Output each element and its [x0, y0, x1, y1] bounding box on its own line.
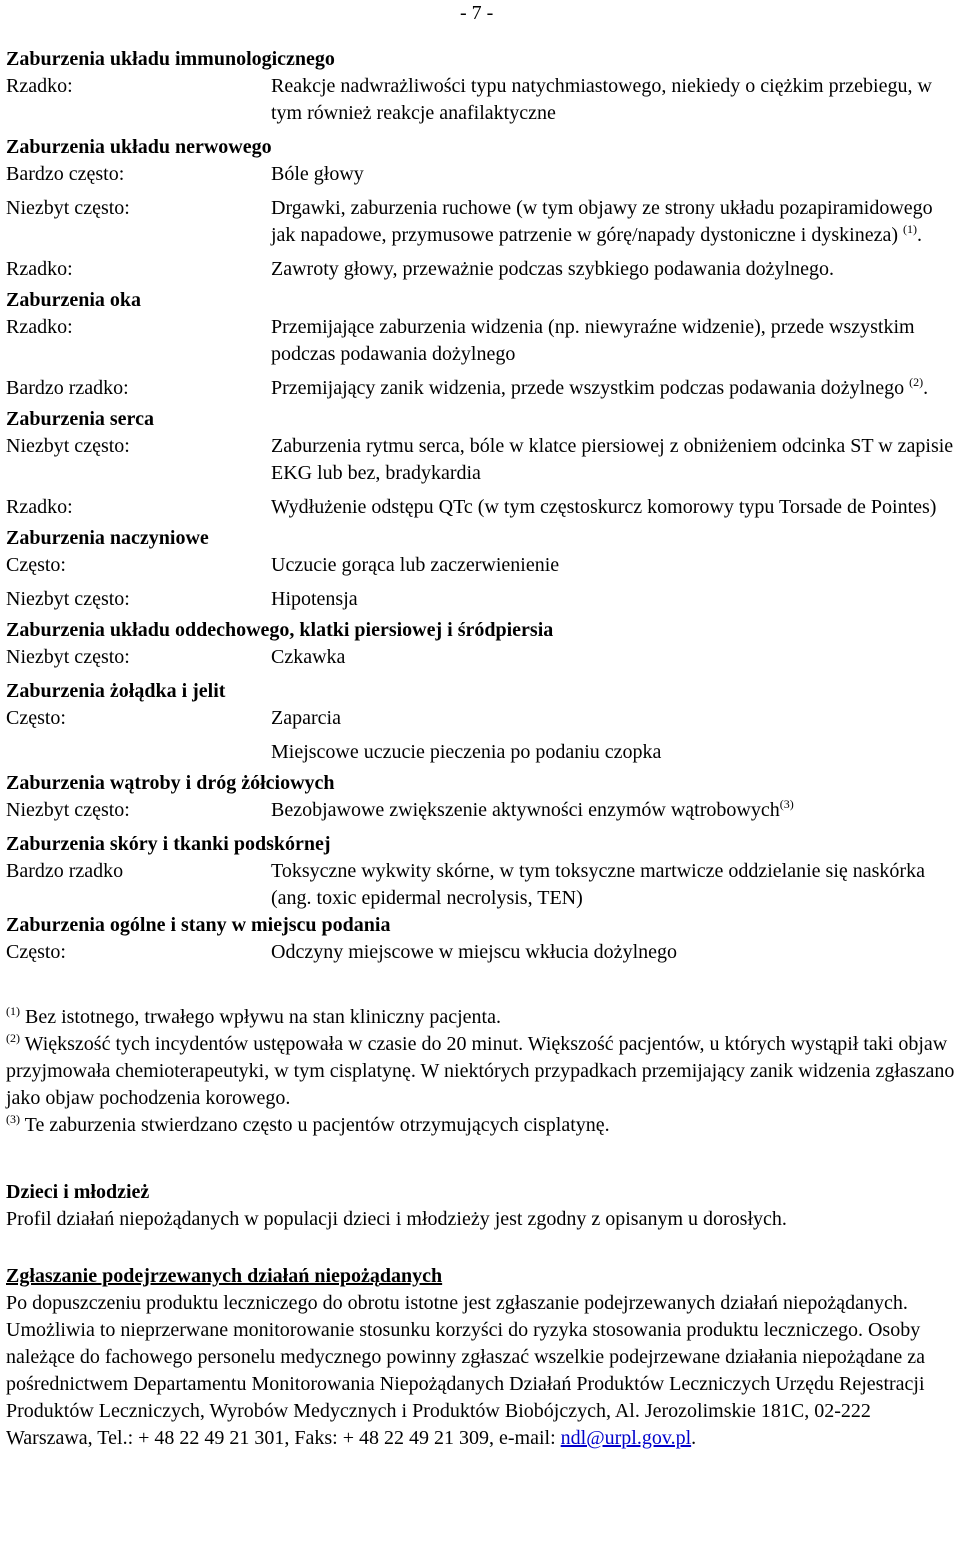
reporting-heading: Zgłaszanie podejrzewanych działań niepożądanych	[6, 1265, 443, 1287]
effect-text	[271, 195, 956, 249]
section-nervous	[6, 134, 956, 283]
frequency-label-empty	[6, 739, 271, 766]
frequency-label: Rzadko:	[6, 316, 73, 338]
section-title: Zaburzenia naczyniowe	[6, 527, 209, 549]
footnote-mark: (1)	[6, 1004, 20, 1018]
effect-text: Czkawka	[271, 646, 346, 668]
section-title: Zaburzenia skóry i tkanki podskórnej	[6, 833, 331, 855]
footnote-ref: (3)	[779, 797, 794, 811]
effect-text	[271, 375, 956, 402]
frequency-row	[6, 73, 956, 127]
reporting-text	[6, 1290, 956, 1452]
footnote-ref: (2)	[909, 375, 924, 389]
email-link[interactable]: ndl@urpl.gov.pl	[560, 1427, 692, 1449]
section-eye	[6, 287, 956, 402]
frequency-row	[6, 586, 956, 613]
frequency-label: Bardzo rzadko	[6, 860, 124, 882]
frequency-label: Bardzo rzadko:	[6, 377, 129, 399]
effect-text: Reakcje nadwrażliwości typu natychmiastowego, niekiedy o ciężkim przebiegu, w tym również reakcje anafilaktyczne	[271, 75, 932, 124]
frequency-label: Bardzo często:	[6, 163, 125, 185]
section-title: Zaburzenia oka	[6, 289, 142, 311]
effect-text: Toksyczne wykwity skórne, w tym toksyczne martwicze oddzielanie się naskórka (ang. toxic epidermal necrolysis, TEN)	[271, 860, 925, 909]
effect-text: Wydłużenie odstępu QTc (w tym częstoskurcz komorowy typu Torsade de Pointes)	[271, 496, 937, 518]
effect-text: Odczyny miejscowe w miejscu wkłucia dożylnego	[271, 941, 677, 963]
frequency-row	[6, 314, 956, 368]
frequency-label: Niezbyt często:	[6, 646, 130, 668]
section-title: Zaburzenia układu oddechowego, klatki piersiowej i śródpiersia	[6, 619, 554, 641]
frequency-label: Niezbyt często:	[6, 799, 130, 821]
reporting-tail: .	[691, 1427, 697, 1449]
frequency-row	[6, 644, 956, 671]
footnote-1	[6, 1004, 956, 1031]
effect-text	[271, 797, 956, 824]
frequency-row	[6, 256, 956, 283]
effect-text: Zaburzenia rytmu serca, bóle w klatce piersiowej z obniżeniem odcinka ST w zapisie EKG lub bez, bradykardia	[271, 435, 954, 484]
frequency-row	[6, 375, 956, 402]
footnote-mark: (3)	[6, 1112, 20, 1126]
footnotes	[6, 1004, 956, 1139]
effect-text-main: Drgawki, zaburzenia ruchowe (w tym objawy ze strony układu pozapiramidowego jak napadowe, przymusowe patrzenie w górę/napady dystoniczne i dyskineza)	[271, 197, 933, 246]
frequency-row	[6, 433, 956, 487]
section-title: Zaburzenia serca	[6, 408, 154, 430]
effect-text-tail: .	[917, 224, 922, 246]
footnote-text: Te zaburzenia stwierdzano często u pacjentów otrzymujących cisplatynę.	[20, 1114, 610, 1136]
section-skin	[6, 831, 956, 912]
frequency-row	[6, 161, 956, 188]
frequency-label: Rzadko:	[6, 75, 73, 97]
effect-text-tail: .	[923, 377, 929, 399]
effect-text: Zawroty głowy, przeważnie podczas szybkiego podawania dożylnego.	[271, 258, 834, 280]
section-vascular	[6, 525, 956, 613]
section-gastrointestinal	[6, 678, 956, 766]
footnote-text: Bez istotnego, trwałego wpływu na stan kliniczny pacjenta.	[20, 1006, 501, 1028]
section-title: Zaburzenia układu nerwowego	[6, 136, 272, 158]
frequency-label: Rzadko:	[6, 496, 73, 518]
frequency-row	[6, 195, 956, 249]
frequency-label: Często:	[6, 707, 66, 729]
footnote-text: Większość tych incydentów ustępowała w czasie do 20 minut. Większość pacjentów, u których wystąpił taki objaw przyjmowała chemioterapeutyki, w tym cisplatynę. W niektórych przypadkach przemijający zanik widzenia zgłaszano jako objaw pochodzenia korowego.	[6, 1033, 955, 1109]
effect-text: Hipotensja	[271, 588, 358, 610]
reporting-body: Po dopuszczeniu produktu leczniczego do obrotu istotne jest zgłaszanie podejrzewanych działań niepożądanych. Umożliwia to nieprzerwane monitorowanie stosunku korzyści do ryzyka stosowania produktu leczniczego. Osoby należące do fachowego personelu medycznego powinny zgłaszać wszelkie podejrzewane działania niepożądane za pośrednictwem Departamentu Monitorowania Niepożądanych Działań Produktów Leczniczych Urzędu Rejestracji Produktów Leczniczych, Wyrobów Medycznych i Produktów Biobójczych, Al. Jerozolimskie 181C, 02-222 Warszawa, Tel.: + 48 22 49 21 301, Faks: + 48 22 49 21 309, e-mail:	[6, 1292, 925, 1449]
frequency-label: Rzadko:	[6, 258, 73, 280]
frequency-row	[6, 939, 956, 966]
footnote-mark: (2)	[6, 1031, 20, 1045]
document-body	[6, 46, 956, 1452]
footnote-3	[6, 1112, 956, 1139]
section-title: Zaburzenia układu immunologicznego	[6, 48, 335, 70]
section-title: Zaburzenia ogólne i stany w miejscu podania	[6, 914, 391, 936]
frequency-label: Niezbyt często:	[6, 588, 130, 610]
frequency-label: Często:	[6, 554, 66, 576]
page-number: - 7 -	[460, 2, 494, 24]
section-heart	[6, 406, 956, 521]
effect-text: Uczucie gorąca lub zaczerwienienie	[271, 554, 560, 576]
children-heading: Dzieci i młodzież	[6, 1181, 150, 1203]
frequency-row	[6, 705, 956, 732]
section-immune	[6, 46, 956, 127]
frequency-row	[6, 494, 956, 521]
section-title: Zaburzenia żołądka i jelit	[6, 680, 226, 702]
section-title: Zaburzenia wątroby i dróg żółciowych	[6, 772, 335, 794]
frequency-label: Niezbyt często:	[6, 197, 130, 219]
effect-text: Przemijające zaburzenia widzenia (np. niewyraźne widzenie), przede wszystkim podczas podawania dożylnego	[271, 316, 915, 365]
frequency-row	[6, 858, 956, 912]
effect-text: Bóle głowy	[271, 163, 364, 185]
footnote-ref: (1)	[903, 222, 917, 236]
frequency-row	[6, 797, 956, 824]
section-liver	[6, 770, 956, 824]
effect-text: Miejscowe uczucie pieczenia po podaniu czopka	[271, 741, 662, 763]
frequency-row	[6, 552, 956, 579]
children-text: Profil działań niepożądanych w populacji dzieci i młodzieży jest zgodny z opisanym u dorosłych.	[6, 1208, 787, 1230]
frequency-label: Często:	[6, 941, 66, 963]
effect-text-main: Bezobjawowe zwiększenie aktywności enzymów wątrobowych	[271, 799, 780, 821]
effect-text-main: Przemijający zanik widzenia, przede wszystkim podczas podawania dożylnego	[271, 377, 905, 399]
footnote-2	[6, 1031, 956, 1112]
frequency-row	[6, 739, 956, 766]
section-general	[6, 912, 956, 966]
section-respiratory	[6, 617, 956, 671]
frequency-label: Niezbyt często:	[6, 435, 130, 457]
effect-text: Zaparcia	[271, 707, 341, 729]
